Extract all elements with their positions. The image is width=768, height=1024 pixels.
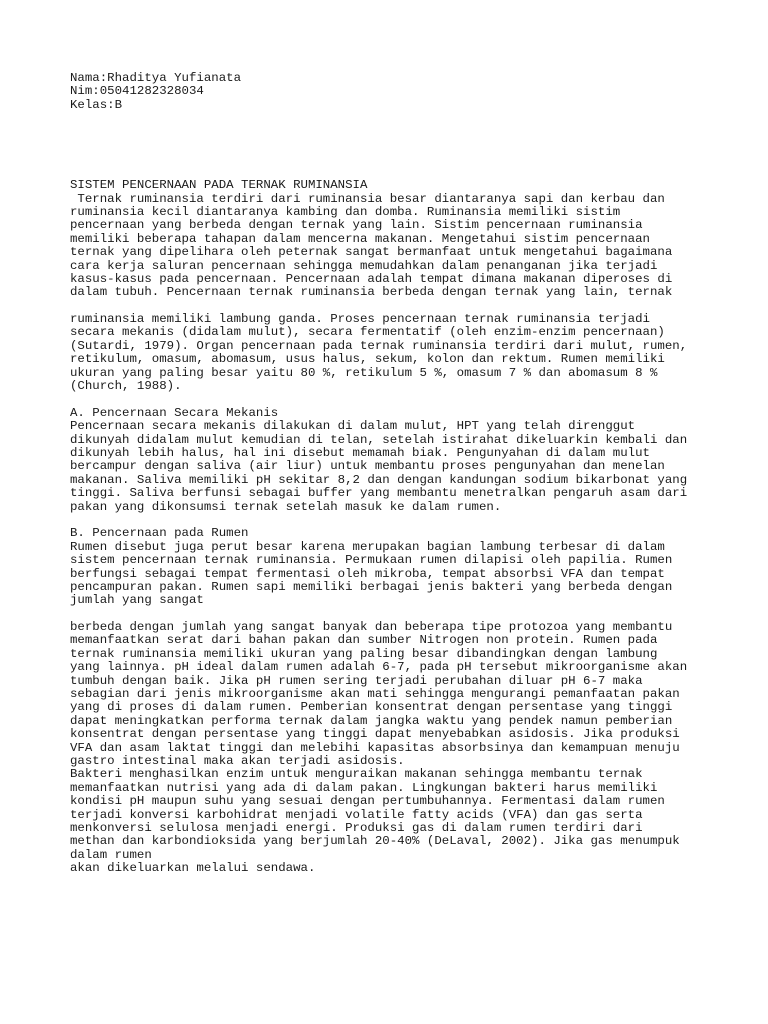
text-line: tumbuh dengan baik. Jika pH rumen sering terjadi perubahan diluar pH 6-7 maka	[70, 673, 643, 688]
text-line: (Sutardi, 1979). Organ pencernaan pada ternak ruminansia terdiri dari mulut, rumen,	[70, 338, 688, 353]
text-line: ruminansia memiliki lambung ganda. Proses pencernaan ternak ruminansia terjadi	[70, 312, 650, 327]
student-class: Kelas:B	[70, 97, 123, 112]
paragraph-rumen	[70, 527, 710, 607]
text-line: dalam tubuh. Pencernaan ternak ruminansia berbeda dengan ternak yang lain, ternak	[70, 285, 673, 300]
text-line: retikulum, omasum, abomasum, usus halus, sekum, kolon dan rektum. Rumen memiliki	[70, 352, 665, 367]
text-line: akan dikeluarkan melalui sendawa.	[70, 861, 316, 876]
text-line: SISTEM PENCERNAAN PADA TERNAK RUMINANSIA	[70, 178, 368, 193]
paragraph-bakteri	[70, 621, 710, 875]
text-line: terjadi konversi karbohidrat menjadi volatile fatty acids (VFA) dan gas serta	[70, 807, 643, 822]
text-line: dapat meningkatkan performa ternak dalam jangka waktu yang pendek namun pemberian	[70, 713, 673, 728]
text-line: yang lainnya. pH ideal dalam rumen adalah 6-7, pada pH tersebut mikroorganisme akan	[70, 660, 688, 675]
text-line: Ternak ruminansia terdiri dari ruminansia besar diantaranya sapi dan kerbau dan	[70, 191, 665, 206]
paragraph-gap	[70, 608, 710, 621]
paragraph-gap	[70, 393, 710, 406]
text-line: dikunyah lebih halus, hal ini disebut memamah biak. Pengunyahan di dalam mulut	[70, 445, 650, 460]
text-line: B. Pencernaan pada Rumen	[70, 526, 249, 541]
text-line: cara kerja saluran pencernaan sehingga memudahkan dalam penanganan jika terjadi	[70, 258, 658, 273]
text-line: secara mekanis (didalam mulut), secara fermentatif (oleh enzim-enzim pencernaan)	[70, 325, 665, 340]
text-line: sistem pencernaan ternak ruminansia. Permukaan rumen dilapisi oleh papilia. Rumen	[70, 553, 673, 568]
student-name: Nama:Rhaditya Yufianata	[70, 71, 242, 85]
text-line: Pencernaan secara mekanis dilakukan di dalam mulut, HPT yang telah direnggut	[70, 419, 636, 434]
text-line: (Church, 1988).	[70, 379, 182, 394]
text-line: gastro intestinal maka akan terjadi asidosis.	[70, 753, 405, 768]
text-line: berbeda dengan jumlah yang sangat banyak dan beberapa tipe protozoa yang membantu	[70, 620, 673, 635]
document-page	[70, 72, 710, 875]
text-line: ukuran yang paling besar yaitu 80 %, retikulum 5 %, omasum 7 % dan abomasum 8 %	[70, 365, 658, 380]
text-line: yang di proses di dalam rumen. Pemberian konsentrat dengan persentase yang tinggi	[70, 700, 673, 715]
text-line: Rumen disebut juga perut besar karena merupakan bagian lambung terbesar di dalam	[70, 539, 665, 554]
text-line: memiliki beberapa tahapan dalam mencerna makanan. Mengetahui sistim pencernaan	[70, 231, 650, 246]
text-line: pencernaan yang berbeda dengan ternak yang lain. Sistim pencernaan ruminansia	[70, 218, 643, 233]
text-line: kasus-kasus pada pencernaan. Pencernaan adalah tempat dimana makanan diperoses di	[70, 271, 673, 286]
text-line: ternak yang dipelihara oleh peternak sangat bermanfaat untuk mengetahui bagaimana	[70, 245, 673, 260]
text-line: bercampur dengan saliva (air liur) untuk membantu proses pengunyahan dan menelan	[70, 459, 665, 474]
text-line: dikunyah didalam mulut kemudian di telan, setelah istirahat dikeluarkin kembali dan	[70, 432, 688, 447]
paragraph-gap	[70, 514, 710, 527]
text-line: A. Pencernaan Secara Mekanis	[70, 405, 279, 420]
paragraph-lambung	[70, 313, 710, 393]
paragraph-intro	[70, 179, 710, 300]
text-line: memanfaatkan serat dari bahan pakan dan sumber Nitrogen non protein. Rumen pada	[70, 633, 658, 648]
text-line: ternak ruminansia memiliki ukuran yang paling besar dibandingkan dengan lambung	[70, 646, 658, 661]
text-line: makanan. Saliva memiliki pH sekitar 8,2 dan dengan kandungan sodium bikarbonat yang	[70, 472, 688, 487]
text-line: berfungsi sebagai tempat fermentasi oleh mikroba, tempat absorbsi VFA dan tempat	[70, 566, 665, 581]
text-line: ruminansia kecil diantaranya kambing dan domba. Ruminansia memiliki sistim	[70, 204, 621, 219]
text-line: kondisi pH maupun suhu yang sesuai dengan pertumbuhannya. Fermentasi dalam rumen	[70, 794, 665, 809]
text-line: sebagian dari jenis mikroorganisme akan mati sehingga mengurangi pemanfaatan pakan	[70, 687, 680, 702]
student-nim: Nim:05041282328034	[70, 84, 204, 99]
text-line: jumlah yang sangat	[70, 593, 204, 608]
text-line: memanfaatkan nutrisi yang ada di dalam pakan. Lingkungan bakteri harus memiliki	[70, 780, 658, 795]
text-line: menkonversi selulosa menjadi energi. Produksi gas di dalam rumen terdiri dari	[70, 820, 643, 835]
text-line: methan dan karbondioksida yang berjumlah 20-40% (DeLaval, 2002). Jika gas menumpuk	[70, 834, 680, 849]
paragraph-mekanis	[70, 407, 710, 514]
text-line: VFA dan asam laktat tinggi dan melebihi kapasitas absorbsinya dan kemampuan menuju	[70, 740, 680, 755]
text-line: pakan yang dikonsumsi ternak setelah masuk ke dalam rumen.	[70, 499, 502, 514]
text-line: dalam rumen	[70, 847, 152, 862]
text-line: pencampuran pakan. Rumen sapi memiliki berbagai jenis bakteri yang berbeda dengan	[70, 579, 673, 594]
document-body	[70, 179, 710, 875]
header-spacer	[70, 112, 710, 179]
text-line: konsentrat dengan persentase yang tinggi dapat menyebabkan asidosis. Jika produksi	[70, 727, 680, 742]
text-line: Bakteri menghasilkan enzim untuk menguraikan makanan sehingga membantu ternak	[70, 767, 643, 782]
student-info	[70, 72, 710, 112]
paragraph-gap	[70, 300, 710, 313]
text-line: tinggi. Saliva berfunsi sebagai buffer yang membantu menetralkan pengaruh asam dari	[70, 486, 688, 501]
